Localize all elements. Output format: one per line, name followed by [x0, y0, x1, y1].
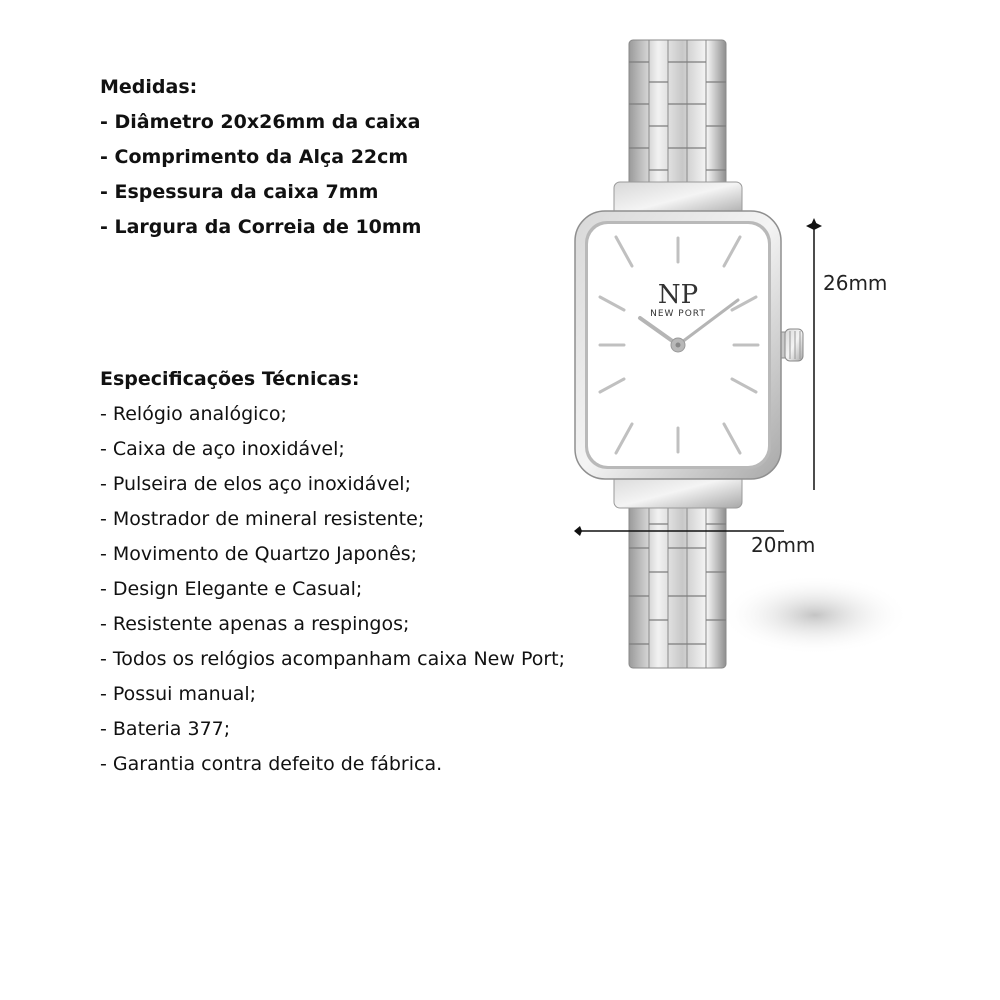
spec-item: - Relógio analógico; — [100, 403, 287, 425]
measures-section — [100, 70, 580, 245]
specs-section — [100, 362, 600, 782]
spec-item: - Resistente apenas a respingos; — [100, 613, 410, 635]
width-label: 20mm — [751, 533, 816, 557]
brand-name: NEW PORT — [650, 309, 706, 319]
measure-item-strap-width: - Largura da Correia de 10mm — [100, 216, 422, 238]
measure-item-strap-length: - Comprimento da Alça 22cm — [100, 146, 409, 168]
watch-shadow — [720, 575, 910, 655]
spec-item: - Todos os relógios acompanham caixa New Port; — [100, 648, 566, 670]
measure-item-diameter: - Diâmetro 20x26mm da caixa — [100, 111, 421, 133]
height-label: 26mm — [823, 271, 888, 295]
height-dimension-line — [806, 218, 822, 490]
spec-item: - Pulseira de elos aço inoxidável; — [100, 473, 411, 495]
spec-item: - Garantia contra defeito de fábrica. — [100, 753, 443, 775]
watch-illustration — [560, 30, 920, 680]
spec-item: - Bateria 377; — [100, 718, 231, 740]
spec-item: - Movimento de Quartzo Japonês; — [100, 543, 418, 565]
measures-heading: Medidas: — [100, 76, 198, 98]
spec-item: - Mostrador de mineral resistente; — [100, 508, 425, 530]
spec-item: - Design Elegante e Casual; — [100, 578, 363, 600]
logo-mark: NP — [657, 280, 699, 310]
specs-heading: Especificações Técnicas: — [100, 368, 360, 390]
measure-item-thickness: - Espessura da caixa 7mm — [100, 181, 379, 203]
spec-item: - Caixa de aço inoxidável; — [100, 438, 345, 460]
spec-item: - Possui manual; — [100, 683, 257, 705]
